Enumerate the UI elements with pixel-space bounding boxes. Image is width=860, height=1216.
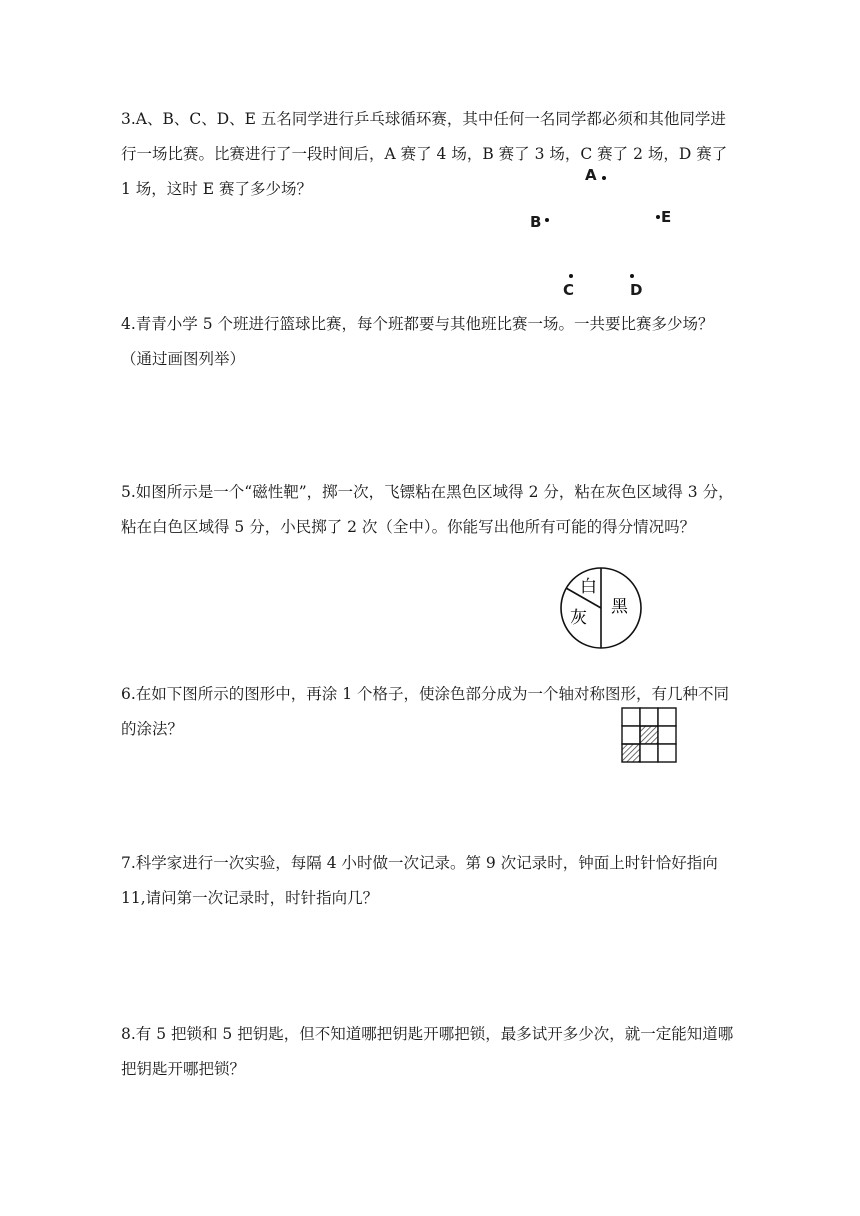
points-figure [520, 160, 700, 300]
point-d-dot [630, 274, 634, 278]
question-7-text: 7.科学家进行一次实验，每隔 4 小时做一次记录。第 9 次记录时，钟面上时针恰好指向 11,请问第一次记录时，时针指向几？ [121, 854, 718, 907]
point-a-label: A [585, 166, 597, 184]
magnetic-target-figure [556, 565, 646, 655]
point-c-label: C [563, 281, 575, 299]
question-3-text: 3.A、B、C、D、E 五名同学进行乒乓球循环赛，其中任何一名同学都必须和其他同学进行一场比赛。比赛进行了一段时间后，A 赛了 4 场，B 赛了 3 场，C 赛了 2 场，D 赛了 1 场，这时 E 赛了多少场？ [121, 110, 728, 198]
target-black-label: 黑 [611, 597, 628, 617]
point-c-dot [569, 274, 573, 278]
grid-cell [622, 708, 640, 726]
target-white-label: 白 [580, 577, 597, 597]
question-6-text: 6.在如下图所示的图形中，再涂 1 个格子，使涂色部分成为一个轴对称图形，有几种不同的涂法？ [121, 685, 730, 738]
point-b-label: B [530, 213, 542, 231]
grid-cell [640, 744, 658, 762]
grid-cell [640, 708, 658, 726]
point-e-dot [656, 215, 660, 219]
question-4 [121, 307, 741, 377]
question-4-text: 4.青青小学 5 个班进行篮球比赛，每个班都要与其他班比赛一场。一共要比赛多少场？（通过画图列举） [121, 315, 714, 368]
question-8-text: 8.有 5 把锁和 5 把钥匙，但不知道哪把钥匙开哪把锁，最多试开多少次，就一定能知道哪把钥匙开哪把锁？ [121, 1025, 734, 1078]
grid-cell-shaded [640, 726, 658, 744]
question-5-text: 5.如图所示是一个“磁性靶”，掷一次，飞镖粘在黑色区域得 2 分，粘在灰色区域得 3 分，粘在白色区域得 5 分，小民掷了 2 次（全中）。你能写出他所有可能的得分情况吗？ [121, 483, 734, 536]
target-gray-label: 灰 [570, 608, 587, 628]
point-b-dot [545, 218, 549, 222]
question-7 [121, 846, 741, 916]
grid-cell-shaded [622, 744, 640, 762]
grid-cell [658, 726, 676, 744]
point-a-dot [602, 176, 606, 180]
point-d-label: D [630, 281, 643, 299]
question-8 [121, 1017, 741, 1087]
point-e-label: E [661, 208, 672, 226]
grid-cell [658, 744, 676, 762]
grid-cell [622, 726, 640, 744]
grid-figure [620, 706, 678, 764]
question-5 [121, 475, 741, 545]
grid-cell [658, 708, 676, 726]
